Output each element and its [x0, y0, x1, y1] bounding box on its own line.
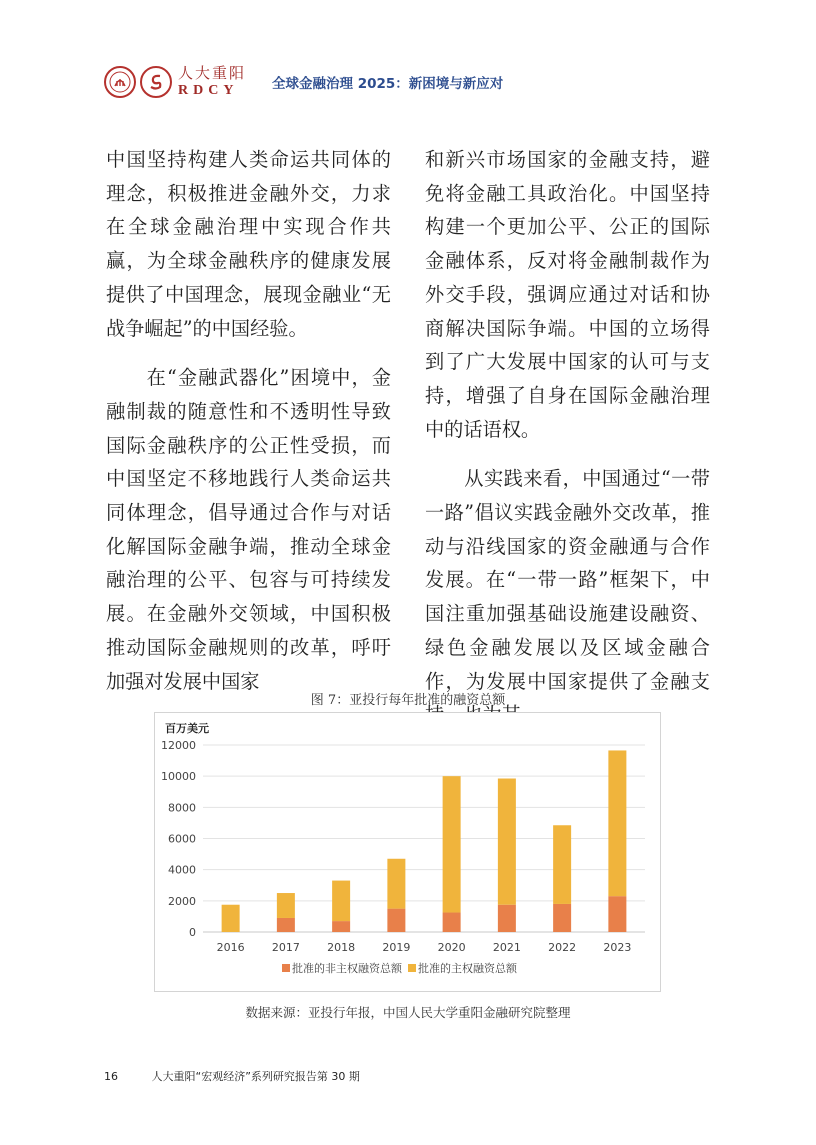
x-tick-label: 2018: [327, 941, 356, 954]
y-tick-label: 0: [189, 926, 196, 939]
bar-segment: [387, 859, 405, 909]
brand-name-en: RDCY: [178, 83, 239, 98]
bar-segment: [277, 893, 295, 918]
bar-segment: [608, 750, 626, 896]
chart-container: [154, 712, 661, 992]
y-tick-label: 4000: [168, 863, 196, 877]
university-seal-logo: [104, 66, 136, 98]
x-tick-label: 2020: [437, 941, 466, 954]
legend-label: 批准的主权融资总额: [418, 962, 517, 975]
page-footer: [104, 1068, 360, 1084]
left-column: [106, 143, 391, 714]
page-header: [104, 62, 503, 102]
bar-segment: [222, 905, 240, 932]
y-tick-label: 6000: [168, 832, 196, 846]
figure-caption: 图 7：亚投行每年批准的融资总额: [310, 693, 506, 708]
right-column: [425, 143, 710, 748]
body-paragraph: 从实践来看，中国通过“一带一路”倡议实践金融外交改革，推动与沿线国家的资金融通与合作发展。在“一带一路”框架下，中国注重加强基础设施建设融资、绿色金融发展以及区域金融合作，为发展中国家提供了金融支: [425, 467, 710, 693]
x-tick-label: 2023: [603, 941, 632, 954]
bar-segment: [387, 909, 405, 932]
bar-segment: [277, 918, 295, 932]
bar-segment: [553, 825, 571, 904]
x-tick-label: 2017: [271, 941, 300, 954]
y-tick-label: 2000: [168, 894, 196, 908]
page-number: 16: [104, 1070, 118, 1083]
body-paragraph: 在“金融武器化”困境中，金融制裁的随意性和不透明性导致国际金融秩序的公正性受损，而中国坚定不移地践行人类命运共同体理念，倡导通过合作与对话化解国际金融争端，推动全球金融治理的公平、包容与可持续发展。在金融外交领域，中国积极推动国际金融规则的改革，呼吁加强对发展中国家: [106, 366, 391, 693]
x-tick-label: 2019: [382, 941, 411, 954]
x-tick-label: 2021: [492, 941, 521, 954]
body-paragraph: 中国坚持构建人类命运共同体的理念，积极推进金融外交，力求在全球金融治理中实现合作共赢，为全球金融秩序的健康发展提供了中国理念，展现金融业“无战争崛起”的中国经验。: [106, 148, 391, 340]
data-source-note: 数据来源：亚投行年报，中国人民大学重阳金融研究院整理: [245, 1005, 571, 1020]
bar-segment: [443, 913, 461, 932]
brand-logo: [178, 66, 246, 98]
header-title: 全球金融治理 2025：新困境与新应对: [272, 76, 504, 92]
y-tick-label: 8000: [168, 801, 196, 815]
legend-swatch: [282, 964, 290, 972]
legend-swatch: [408, 964, 416, 972]
bar-segment: [498, 905, 516, 932]
legend-label: 批准的非主权融资总额: [292, 962, 402, 975]
bar-segment: [608, 896, 626, 932]
report-series-title: 人大重阳“宏观经济”系列研究报告第 30 期: [151, 1070, 360, 1083]
bar-segment: [498, 779, 516, 905]
body-paragraph: 和新兴市场国家的金融支持，避免将金融工具政治化。中国坚持构建一个更加公平、公正的国际金融体系，反对将金融制裁作为外交手段，强调应通过对话和协商解决国际争端。中国的立场得到了广大发展中国家的认可与支持，增强了自身在国际金融治理中的话语权。: [425, 148, 710, 441]
y-axis-label: 百万美元: [165, 722, 209, 735]
x-tick-label: 2016: [216, 941, 245, 954]
bar-segment: [332, 881, 350, 922]
x-tick-label: 2022: [548, 941, 577, 954]
y-tick-label: 10000: [161, 770, 196, 784]
brand-name-cn: 人大重阳: [178, 64, 247, 82]
rdcy-emblem-logo: [140, 66, 172, 98]
y-tick-label: 12000: [161, 739, 196, 752]
stacked-bar-chart: [155, 713, 660, 991]
bar-segment: [332, 921, 350, 932]
bar-segment: [443, 776, 461, 912]
bar-segment: [553, 904, 571, 932]
